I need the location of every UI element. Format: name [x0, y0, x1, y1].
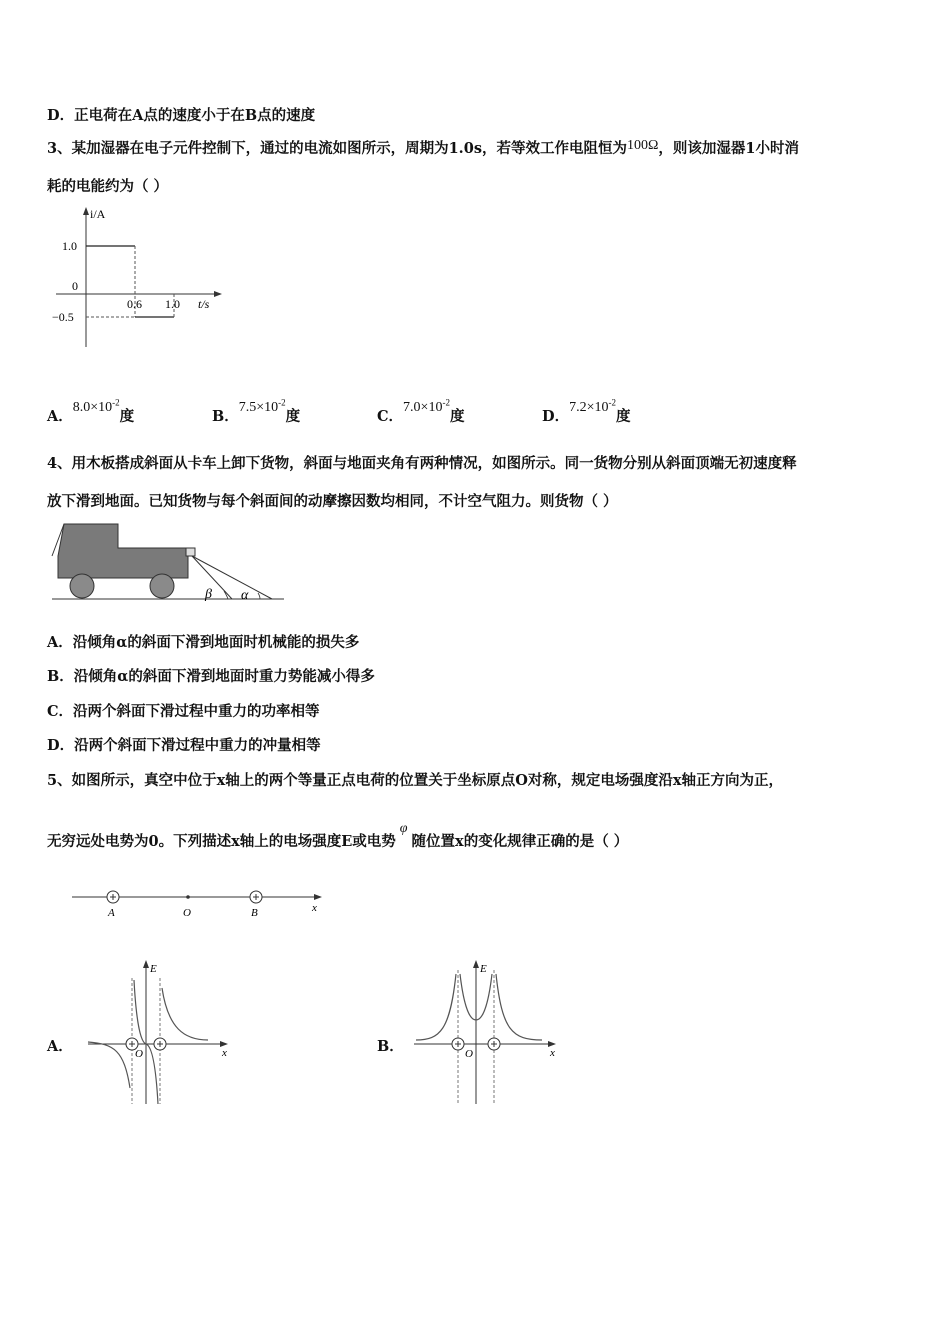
q5-b-x-label: x — [550, 1047, 555, 1059]
q3-ylabel: i/A — [90, 207, 106, 221]
q4-option-a: A．沿倾角α的斜面下滑到地面时机械能的损失多 — [47, 634, 360, 651]
q3-xlabel: t/s — [198, 297, 210, 311]
q3-xtick-2: 1.0 — [165, 297, 180, 311]
q5-option-a-graph — [84, 958, 234, 1106]
q4-truck-ramp-diagram — [52, 518, 292, 608]
q3-stem-part1: 3、某加湿器在电子元件控制下，通过的电流如图所示，周期为1.0s，若等效工作电阻恒为 — [47, 140, 627, 157]
q4-stem-line1: 4、用木板搭成斜面从卡车上卸下货物，斜面与地面夹角有两种情况，如图所示。同一货物分别从斜面顶端无初速度释 — [47, 455, 797, 472]
q4-option-d: D．沿两个斜面下滑过程中重力的冲量相等 — [47, 737, 321, 754]
q3-stem-part2: ，则该加湿器1小时消 — [658, 140, 799, 157]
q3-ytick-1: 1.0 — [62, 239, 77, 253]
q2-option-d: D．正电荷在A点的速度小于在B点的速度 — [47, 107, 316, 124]
q5-stem-line1: 5、如图所示，真空中位于x轴上的两个等量正点电荷的位置关于坐标原点O对称，规定电场强度沿x轴正方向为正， — [47, 772, 784, 789]
q3-option-d: D．$7.2\times 10^{-2}$度 — [542, 397, 631, 425]
q5-a-e-label: E — [150, 963, 157, 975]
q5-charge-axis-diagram — [70, 885, 330, 925]
q3-stem-line1 — [47, 137, 799, 158]
q3-current-graph — [50, 205, 230, 355]
q5-option-b-graph — [412, 958, 562, 1106]
q5-a-o-label: O — [135, 1048, 143, 1060]
q3-resistance: 100Ω — [626, 138, 659, 153]
q5-stem-line2: 无穷远处电势为0。下列描述x轴上的电场强度E或电势φ随位置x的变化规律正确的是（ ） — [47, 821, 629, 850]
q3-ytick-0: 0 — [72, 279, 78, 293]
q4-stem-line2: 放下滑到地面。已知货物与每个斜面间的动摩擦因数均相同，不计空气阻力。则货物（ ） — [47, 493, 618, 510]
q3-option-a: A．$8.0\times 10^{-2}$度 — [47, 397, 135, 425]
q5-phi: φ — [399, 821, 408, 836]
q5-a-x-label: x — [222, 1047, 227, 1059]
q3-option-b: B．$7.5\times 10^{-2}$度 — [212, 397, 301, 425]
q5-option-b-label: B． — [377, 1038, 404, 1055]
q4-option-b: B．沿倾角α的斜面下滑到地面时重力势能减小得多 — [47, 668, 375, 685]
q3-ytick-neg: −0.5 — [52, 310, 74, 324]
q4-beta-label: β — [205, 587, 212, 602]
q5-origin: O — [183, 907, 191, 919]
q5-b-o-label: O — [465, 1048, 473, 1060]
q4-option-c: C．沿两个斜面下滑过程中重力的功率相等 — [47, 703, 320, 720]
q5-b-e-label: E — [480, 963, 487, 975]
q5-axis-x: x — [312, 902, 317, 914]
q4-alpha-label: α — [241, 588, 249, 603]
q5-point-a: A — [108, 907, 115, 919]
q3-stem-line2: 耗的电能约为（ ） — [47, 178, 169, 195]
q5-point-b: B — [251, 907, 258, 919]
q3-option-c: C．$7.0\times 10^{-2}$度 — [377, 397, 465, 425]
q5-option-a-label: A． — [47, 1038, 73, 1055]
q3-xtick-1: 0.6 — [127, 297, 142, 311]
